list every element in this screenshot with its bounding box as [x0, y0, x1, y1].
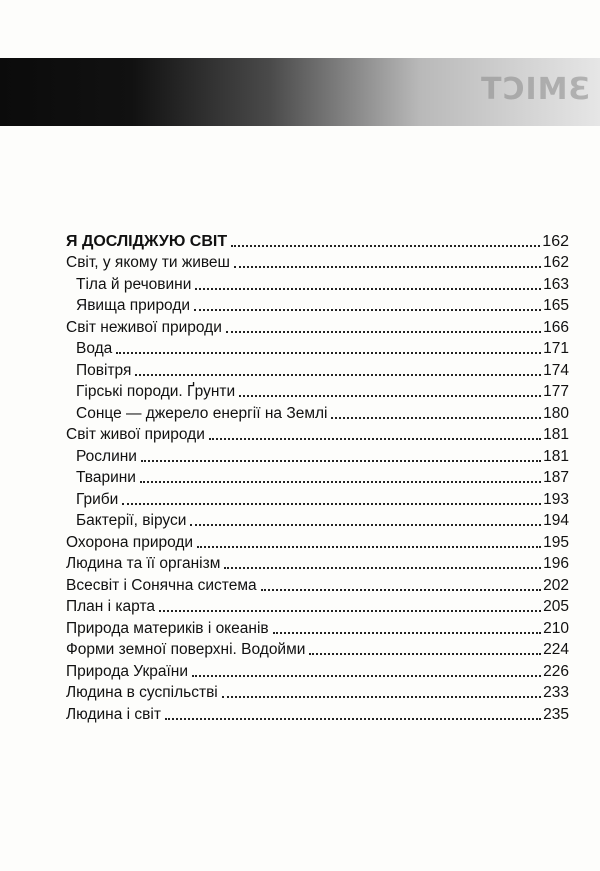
toc-entry-label: Вода: [76, 340, 113, 357]
toc-entry-page: 202: [543, 576, 569, 594]
toc-entry-label: Природа України: [66, 662, 188, 680]
toc-entry-page: 162: [542, 232, 569, 250]
toc-entry-page: 180: [543, 404, 569, 422]
toc-entry-label: Природа материків і океанів: [66, 619, 269, 637]
toc-entry-page: 165: [543, 297, 569, 314]
toc-entry[interactable]: [66, 681, 569, 703]
dot-leader: [226, 331, 541, 333]
toc-entry-page: 205: [543, 598, 569, 615]
toc-entry-label: Людина і світ: [66, 705, 161, 723]
dot-leader: [239, 395, 541, 397]
toc-entry[interactable]: [66, 272, 569, 294]
toc-entry[interactable]: [66, 229, 569, 251]
toc-entry-label: Форми земної поверхні. Водойми: [66, 641, 306, 658]
dot-leader: [192, 675, 541, 677]
toc-entry-label: Всесвіт і Сонячна система: [66, 576, 257, 594]
toc-entry-label: Повітря: [76, 361, 132, 379]
toc-entry-label: Тварини: [76, 469, 136, 486]
dot-leader: [222, 696, 541, 698]
dot-leader: [197, 546, 541, 548]
toc-entry-page: 174: [543, 361, 569, 379]
toc-entry-page: 235: [543, 705, 569, 723]
toc-entry-label: Людина в суспільстві: [66, 684, 218, 701]
toc-entry[interactable]: [66, 423, 569, 445]
toc-entry-page: 181: [543, 426, 569, 443]
toc-entry-label: Я ДОСЛІДЖУЮ СВІТ: [66, 232, 228, 250]
dot-leader: [231, 245, 540, 247]
dot-leader: [209, 438, 541, 440]
dot-leader: [135, 374, 541, 376]
toc-entry-page: 163: [543, 275, 569, 293]
toc-entry-page: 193: [543, 490, 569, 508]
toc-entry-label: Світ неживої природи: [66, 318, 222, 336]
toc-entry-label: Сонце — джерело енергії на Землі: [76, 404, 328, 422]
toc-entry-label: Рослини: [76, 447, 137, 465]
dot-leader: [273, 632, 542, 634]
toc-entry[interactable]: [66, 466, 569, 488]
toc-entry[interactable]: [66, 401, 569, 423]
toc-entry-page: 166: [543, 318, 569, 336]
toc-entry[interactable]: [66, 552, 569, 574]
dot-leader: [195, 288, 541, 290]
toc-entry-page: 181: [543, 447, 569, 465]
toc-entry-page: 226: [543, 662, 569, 680]
toc-entry-page: 195: [543, 533, 569, 551]
toc-entry-label: Гриби: [76, 490, 119, 508]
dot-leader: [234, 266, 541, 268]
toc-entry[interactable]: [66, 638, 569, 660]
dot-leader: [331, 417, 541, 419]
dot-leader: [159, 610, 541, 612]
dot-leader: [224, 567, 541, 569]
dot-leader: [261, 589, 542, 591]
dot-leader: [140, 481, 541, 483]
toc-entry-label: Явища природи: [76, 297, 191, 314]
toc-entry-page: 233: [543, 684, 569, 701]
toc-entry[interactable]: [66, 595, 569, 617]
dot-leader: [116, 352, 541, 354]
toc-entry[interactable]: [66, 659, 569, 681]
toc-entry[interactable]: [66, 337, 569, 359]
toc-entry-label: План і карта: [66, 598, 155, 615]
toc-entry[interactable]: [66, 315, 569, 337]
toc-entry[interactable]: [66, 444, 569, 466]
toc-entry[interactable]: [66, 530, 569, 552]
toc-entry-label: Світ, у якому ти живеш: [66, 254, 230, 271]
toc-entry-label: Тіла й речовини: [76, 275, 192, 293]
toc-entry[interactable]: [66, 294, 569, 316]
dot-leader: [122, 503, 541, 505]
toc-entry[interactable]: [66, 487, 569, 509]
header-band: [0, 58, 600, 126]
toc-entry-page: 194: [543, 512, 569, 529]
toc-entry-page: 162: [543, 254, 569, 271]
toc-entry[interactable]: [66, 251, 569, 273]
toc-entry-page: 177: [543, 383, 569, 400]
toc-entry[interactable]: [66, 380, 569, 402]
toc-entry-label: Світ живої природи: [66, 426, 205, 443]
toc-entry-page: 224: [543, 641, 569, 658]
toc-entry-page: 210: [543, 619, 569, 637]
toc-entry[interactable]: [66, 358, 569, 380]
toc-entry-label: Охорона природи: [66, 533, 194, 551]
toc-entry[interactable]: [66, 616, 569, 638]
toc-entry-page: 196: [543, 555, 569, 572]
toc-entry-label: Людина та її організм: [66, 555, 221, 572]
dot-leader: [141, 460, 541, 462]
dot-leader: [309, 653, 541, 655]
toc-entry-page: 171: [543, 340, 569, 357]
toc-entry[interactable]: [66, 573, 569, 595]
table-of-contents: [66, 229, 569, 724]
page-title: ЗМІСТ: [480, 72, 590, 107]
toc-entry-page: 187: [543, 469, 569, 486]
toc-entry[interactable]: [66, 702, 569, 724]
toc-entry[interactable]: [66, 509, 569, 531]
dot-leader: [165, 718, 541, 720]
toc-entry-label: Гірські породи. Ґрунти: [76, 383, 236, 400]
dot-leader: [190, 524, 541, 526]
toc-entry-label: Бактерії, віруси: [76, 512, 187, 529]
dot-leader: [194, 309, 541, 311]
